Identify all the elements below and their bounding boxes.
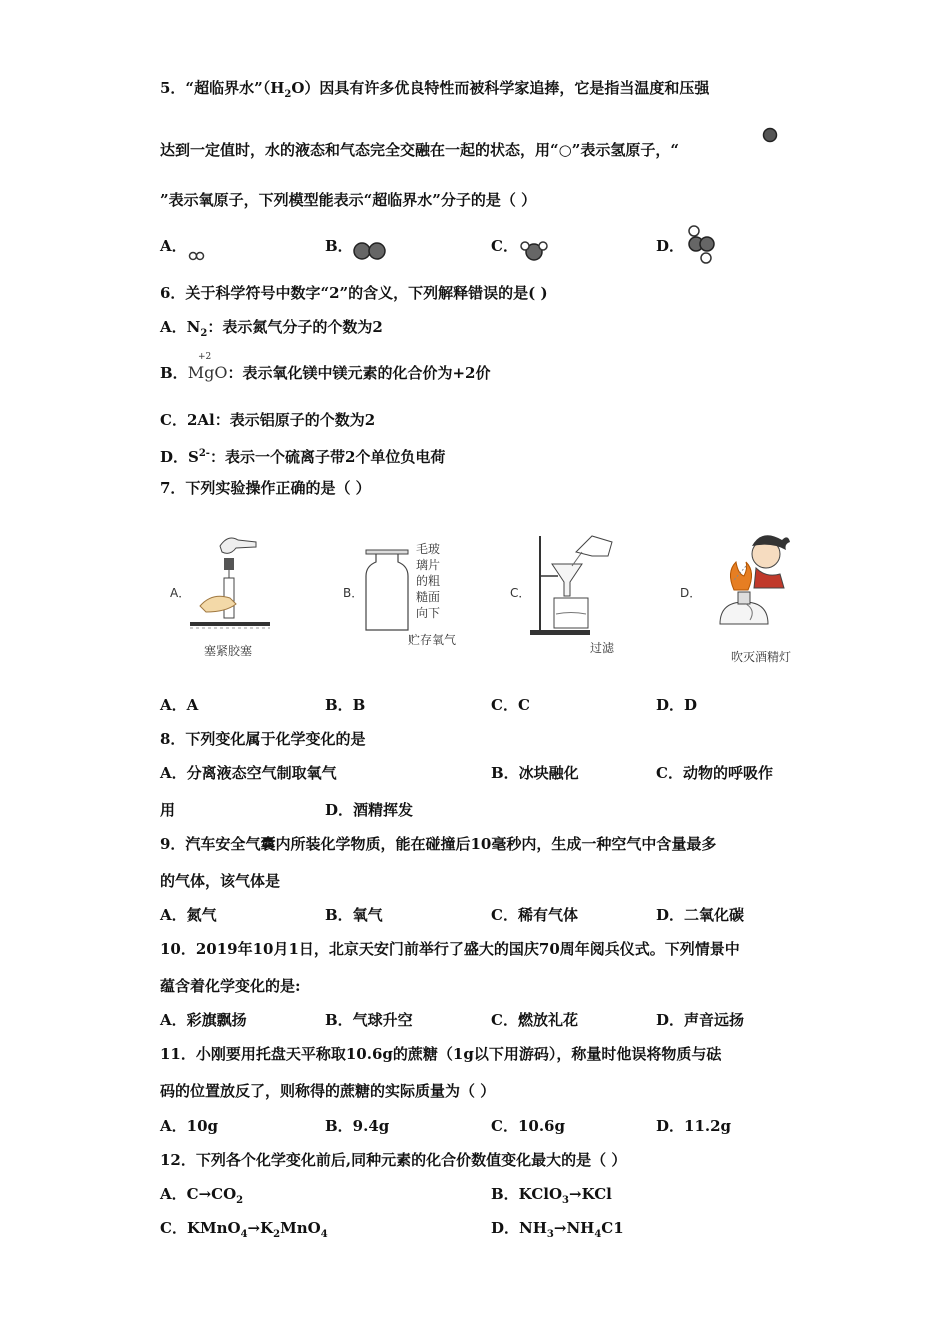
q5-option-b[interactable]: B．	[325, 237, 353, 255]
fig-b-note: 毛玻 璃片 的粗 糙面 向下	[416, 542, 441, 620]
q6-valence-mark: +2	[198, 352, 212, 362]
q8-option-c-continued: 用	[160, 801, 176, 819]
q12-stem: 12．下列各个化学变化前后,同种元素的化合价数值变化最大的是（ ）	[160, 1151, 627, 1169]
q9-line2: 的气体，该气体是	[160, 872, 281, 890]
q5-line1: 5．“超临界水$”(H_2O)$因具有许多优良特性而被科学家追捧，它是指当温度和压强	[160, 79, 710, 100]
q7-option-d[interactable]: D．D	[656, 696, 698, 714]
q5-option-d[interactable]: D．	[656, 237, 685, 255]
fig-a-caption: 塞紧胶塞	[204, 644, 253, 658]
q9-option-c[interactable]: C．稀有气体	[491, 906, 578, 924]
q12-option-a[interactable]: A．$C\to CO_2$	[160, 1185, 244, 1206]
molecule-model-b-icon	[352, 240, 388, 262]
q5-option-a[interactable]: A．	[160, 237, 187, 255]
q5-line2: 达到一定值时，水的液态和气态完全交融在一起的状态，用“○”表示氢原子，“	[160, 141, 679, 159]
fig-a-letter: A．	[170, 586, 191, 600]
q12-option-c[interactable]: C．$KMnO_4\to K_2MnO_4$	[160, 1219, 328, 1240]
q6-option-a[interactable]: A．$N_2$：表示氮气分子的个数为2	[160, 318, 383, 339]
q10-line1: 10．2019年10月1日，北京天安门前举行了盛大的国庆70周年阅兵仪式。下列情景中	[160, 940, 740, 958]
q10-option-d[interactable]: D．声音远扬	[656, 1011, 745, 1029]
water-molecule-model-c-icon	[518, 238, 550, 264]
q12-option-b[interactable]: B．KClO$_3$→KCl	[491, 1185, 612, 1206]
fig-c-filtration-illustration	[528, 530, 614, 640]
q8-stem: 8．下列变化属于化学变化的是	[160, 730, 366, 748]
q11-option-c[interactable]: C．10.6g	[491, 1117, 565, 1135]
q11-option-b[interactable]: B．9.4g	[325, 1117, 390, 1135]
q9-line1: 9．汽车安全气囊内所装化学物质，能在碰撞后10毫秒内，生成一种空气中含量最多	[160, 835, 717, 853]
q5-option-c[interactable]: C．	[491, 237, 518, 255]
q6-stem: 6．关于科学符号中数字“2”的含义，下列解释错误的是( )	[160, 284, 548, 302]
q11-option-d[interactable]: D．11.2g	[656, 1117, 732, 1135]
oxygen-atom-icon	[762, 126, 778, 144]
fig-c-caption: 过滤	[590, 641, 615, 655]
q9-option-d[interactable]: D．二氧化碳	[656, 906, 745, 924]
q11-line1: 11．小刚要用托盘天平称取10.6g的蔗糖（1g以下用游码），称量时他误将物质与砝	[160, 1045, 722, 1063]
fig-b-gas-jar-illustration	[362, 548, 412, 634]
q6-option-d[interactable]: D．$S^{2-}$：表示一个硫离子带2个单位负电荷	[160, 448, 446, 466]
q11-option-a[interactable]: A．10g	[160, 1117, 219, 1135]
q10-option-a[interactable]: A．彩旗飘扬	[160, 1011, 247, 1029]
q10-option-b[interactable]: B．气球升空	[325, 1011, 413, 1029]
q9-option-b[interactable]: B．氧气	[325, 906, 383, 924]
q6-option-c[interactable]: C．2Al：表示铝原子的个数为2	[160, 411, 376, 429]
fig-d-caption: 吹灭酒精灯	[731, 650, 792, 664]
fig-c-letter: C．	[510, 586, 531, 600]
molecule-model-a-icon	[188, 250, 206, 262]
q9-option-a[interactable]: A．氮气	[160, 906, 217, 924]
q7-stem: 7．下列实验操作正确的是（ ）	[160, 479, 371, 497]
q8-option-d[interactable]: D．酒精挥发	[325, 801, 414, 819]
q7-option-a[interactable]: A．A	[160, 696, 199, 714]
q5-line3: ”表示氧原子，下列模型能表示“超临界水”分子的是（ ）	[160, 191, 537, 209]
fig-b-letter: B．	[343, 586, 364, 600]
fig-d-letter: D．	[680, 586, 702, 600]
q8-option-c[interactable]: C．动物的呼吸作	[656, 764, 773, 782]
q7-option-c[interactable]: C．C	[491, 696, 530, 714]
q8-option-b[interactable]: B．冰块融化	[491, 764, 579, 782]
molecule-model-d-icon	[684, 222, 720, 266]
q10-line2: 蕴含着化学变化的是:	[160, 977, 301, 995]
fig-b-caption: 贮存氧气	[408, 633, 457, 647]
q8-option-a[interactable]: A．分离液态空气制取氧气	[160, 764, 337, 782]
q11-line2: 码的位置放反了，则称得的蔗糖的实际质量为（ ）	[160, 1082, 496, 1100]
q6-option-b[interactable]: B．MgO：表示氧化镁中镁元素的化合价为+2价	[160, 363, 491, 382]
fig-d-alcohol-lamp-illustration	[706, 524, 796, 644]
q7-option-b[interactable]: B．B	[325, 696, 366, 714]
fig-a-stopper-illustration	[190, 528, 270, 638]
q12-option-d[interactable]: D．$NH_3\to NH_4C1$	[491, 1219, 624, 1240]
q10-option-c[interactable]: C．燃放礼花	[491, 1011, 578, 1029]
